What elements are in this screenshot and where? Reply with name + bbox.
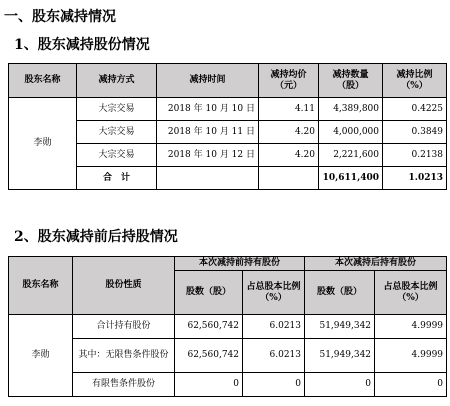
date-cell: 2018 年 10 月 10 日 xyxy=(157,98,259,121)
qty-cell: 4,000,000 xyxy=(319,121,383,144)
ratio-cell: 6.0213 xyxy=(243,315,305,339)
date-cell: 2018 年 10 月 12 日 xyxy=(157,144,259,167)
reduction-table xyxy=(8,63,447,190)
section-title: 一、股东减持情况 xyxy=(4,9,116,25)
shares-cell: 51,949,342 xyxy=(305,315,375,339)
table-header-row xyxy=(9,257,447,271)
nature-cell: 合计持有股份 xyxy=(73,315,175,339)
ratio-cell: 4.9999 xyxy=(375,315,447,339)
col-header: 本次减持后持有股份 xyxy=(305,257,447,271)
table-row xyxy=(9,339,447,373)
shares-cell: 51,949,342 xyxy=(305,339,375,373)
price-cell: 4.20 xyxy=(259,121,319,144)
col-header: 减持时间 xyxy=(157,64,259,98)
ratio-cell: 0 xyxy=(243,373,305,397)
shares-cell: 62,560,742 xyxy=(175,315,243,339)
col-header: 减持方式 xyxy=(77,64,157,98)
col-header: 股份性质 xyxy=(73,257,175,315)
ratio-cell: 0.3849 xyxy=(383,121,447,144)
nature-cell: 其中：无限售条件股份 xyxy=(73,339,175,373)
subsection-title-1: 1、股东减持股份情况 xyxy=(14,37,150,53)
col-header: 股东名称 xyxy=(9,64,77,98)
col-header: 股东名称 xyxy=(9,257,73,315)
subsection-title-2: 2、股东减持前后持股情况 xyxy=(14,229,178,245)
ratio-cell: 0 xyxy=(375,373,447,397)
shares-cell: 62,560,742 xyxy=(175,339,243,373)
price-cell: 4.11 xyxy=(259,98,319,121)
ratio-cell: 0.4225 xyxy=(383,98,447,121)
table-row xyxy=(9,373,447,397)
col-header: 占总股本比例（%） xyxy=(243,271,305,315)
total-ratio: 1.0213 xyxy=(383,167,447,190)
col-header: 股数（股） xyxy=(175,271,243,315)
col-header: 减持均价（元） xyxy=(259,64,319,98)
total-label: 合 计 xyxy=(77,167,157,190)
method-cell: 大宗交易 xyxy=(77,98,157,121)
method-cell: 大宗交易 xyxy=(77,144,157,167)
ratio-cell: 4.9999 xyxy=(375,339,447,373)
holder-name: 李勋 xyxy=(9,98,77,190)
ratio-cell: 6.0213 xyxy=(243,339,305,373)
method-cell: 大宗交易 xyxy=(77,121,157,144)
shares-cell: 0 xyxy=(175,373,243,397)
qty-cell: 4,389,800 xyxy=(319,98,383,121)
holder-name: 李勋 xyxy=(9,315,73,397)
date-cell: 2018 年 10 月 11 日 xyxy=(157,121,259,144)
total-qty: 10,611,400 xyxy=(319,167,383,190)
col-header: 减持比例（%） xyxy=(383,64,447,98)
table-header-row xyxy=(9,64,447,98)
nature-cell: 有限售条件股份 xyxy=(73,373,175,397)
col-header: 股数（股） xyxy=(305,271,375,315)
price-cell: 4.20 xyxy=(259,144,319,167)
holding-table xyxy=(8,256,447,397)
qty-cell: 2,221,600 xyxy=(319,144,383,167)
ratio-cell: 0.2138 xyxy=(383,144,447,167)
col-header: 减持数量（股） xyxy=(319,64,383,98)
empty-cell xyxy=(259,167,319,190)
table-row xyxy=(9,98,447,121)
col-header: 占总股本比例（%） xyxy=(375,271,447,315)
empty-cell xyxy=(157,167,259,190)
table-row xyxy=(9,315,447,339)
shares-cell: 0 xyxy=(305,373,375,397)
col-header: 本次减持前持有股份 xyxy=(175,257,305,271)
